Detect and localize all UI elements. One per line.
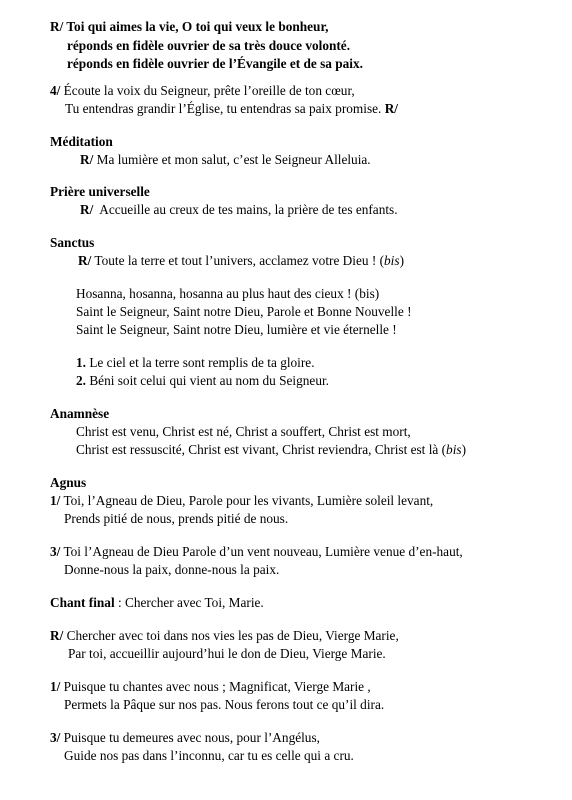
chant-final-verse1-line-1: 1/ Puisque tu chantes avec nous ; Magnificat, Vierge Marie ,	[50, 679, 371, 694]
sanctus-title: Sanctus	[50, 235, 95, 250]
priere-text: R/ Accueille au creux de tes mains, la prière de tes enfants.	[80, 202, 398, 217]
meditation-text: R/ Ma lumière et mon salut, c’est le Seigneur Alleluia.	[80, 152, 371, 167]
agnus-verse3-line-2: Donne-nous la paix, donne-nous la paix.	[64, 562, 280, 577]
chant-final-refrain-line-1: R/ Chercher avec toi dans nos vies les pas de Dieu, Vierge Marie,	[50, 628, 399, 643]
sanctus-line-3: Saint le Seigneur, Saint notre Dieu, lumière et vie éternelle !	[76, 322, 397, 337]
sanctus-verse-2: 2. Béni soit celui qui vient au nom du Seigneur.	[76, 373, 329, 388]
chant-final-verse3-line-2: Guide nos pas dans l’inconnu, car tu es celle qui a cru.	[64, 748, 354, 763]
refrain-line-2: réponds en fidèle ouvrier de sa très douce volonté.	[67, 38, 351, 53]
sanctus-line-2: Saint le Seigneur, Saint notre Dieu, Parole et Bonne Nouvelle !	[76, 304, 412, 319]
priere-title: Prière universelle	[50, 184, 150, 199]
chant-final-verse3-line-1: 3/ Puisque tu demeures avec nous, pour l’Angélus,	[50, 730, 320, 745]
chant-final-refrain-line-2: Par toi, accueillir aujourd’hui le don de Dieu, Vierge Marie.	[68, 646, 386, 661]
anamnese-line-1: Christ est venu, Christ est né, Christ a souffert, Christ est mort,	[76, 424, 411, 439]
verse4-line-1: 4/ Écoute la voix du Seigneur, prête l’oreille de ton cœur,	[50, 83, 355, 98]
sanctus-line-1: Hosanna, hosanna, hosanna au plus haut des cieux ! (bis)	[76, 286, 380, 301]
agnus-verse3-line-1: 3/ Toi l’Agneau de Dieu Parole d’un vent nouveau, Lumière venue d’en-haut,	[50, 544, 463, 559]
sanctus-verse-1: 1. Le ciel et la terre sont remplis de ta gloire.	[76, 355, 315, 370]
agnus-title: Agnus	[50, 475, 87, 490]
chant-final-heading: Chant final : Chercher avec Toi, Marie.	[50, 595, 264, 610]
agnus-verse1-line-1: 1/ Toi, l’Agneau de Dieu, Parole pour les vivants, Lumière soleil levant,	[50, 493, 434, 508]
verse4-line-2: Tu entendras grandir l’Église, tu entendras sa paix promise. R/	[65, 101, 398, 116]
meditation-title: Méditation	[50, 134, 113, 149]
anamnese-title: Anamnèse	[50, 406, 110, 421]
agnus-verse1-line-2: Prends pitié de nous, prends pitié de nous.	[64, 511, 289, 526]
chant-final-verse1-line-2: Permets la Pâque sur nos pas. Nous ferons tout ce qu’il dira.	[64, 697, 385, 712]
refrain-line-1: R/ Toi qui aimes la vie, O toi qui veux le bonheur,	[50, 19, 329, 34]
sanctus-refrain: R/ Toute la terre et tout l’univers, acclamez votre Dieu ! (bis)	[78, 253, 404, 268]
anamnese-line-2: Christ est ressuscité, Christ est vivant, Christ reviendra, Christ est là (bis)	[76, 442, 467, 457]
refrain-line-3: réponds en fidèle ouvrier de l’Évangile et de sa paix.	[67, 56, 363, 71]
